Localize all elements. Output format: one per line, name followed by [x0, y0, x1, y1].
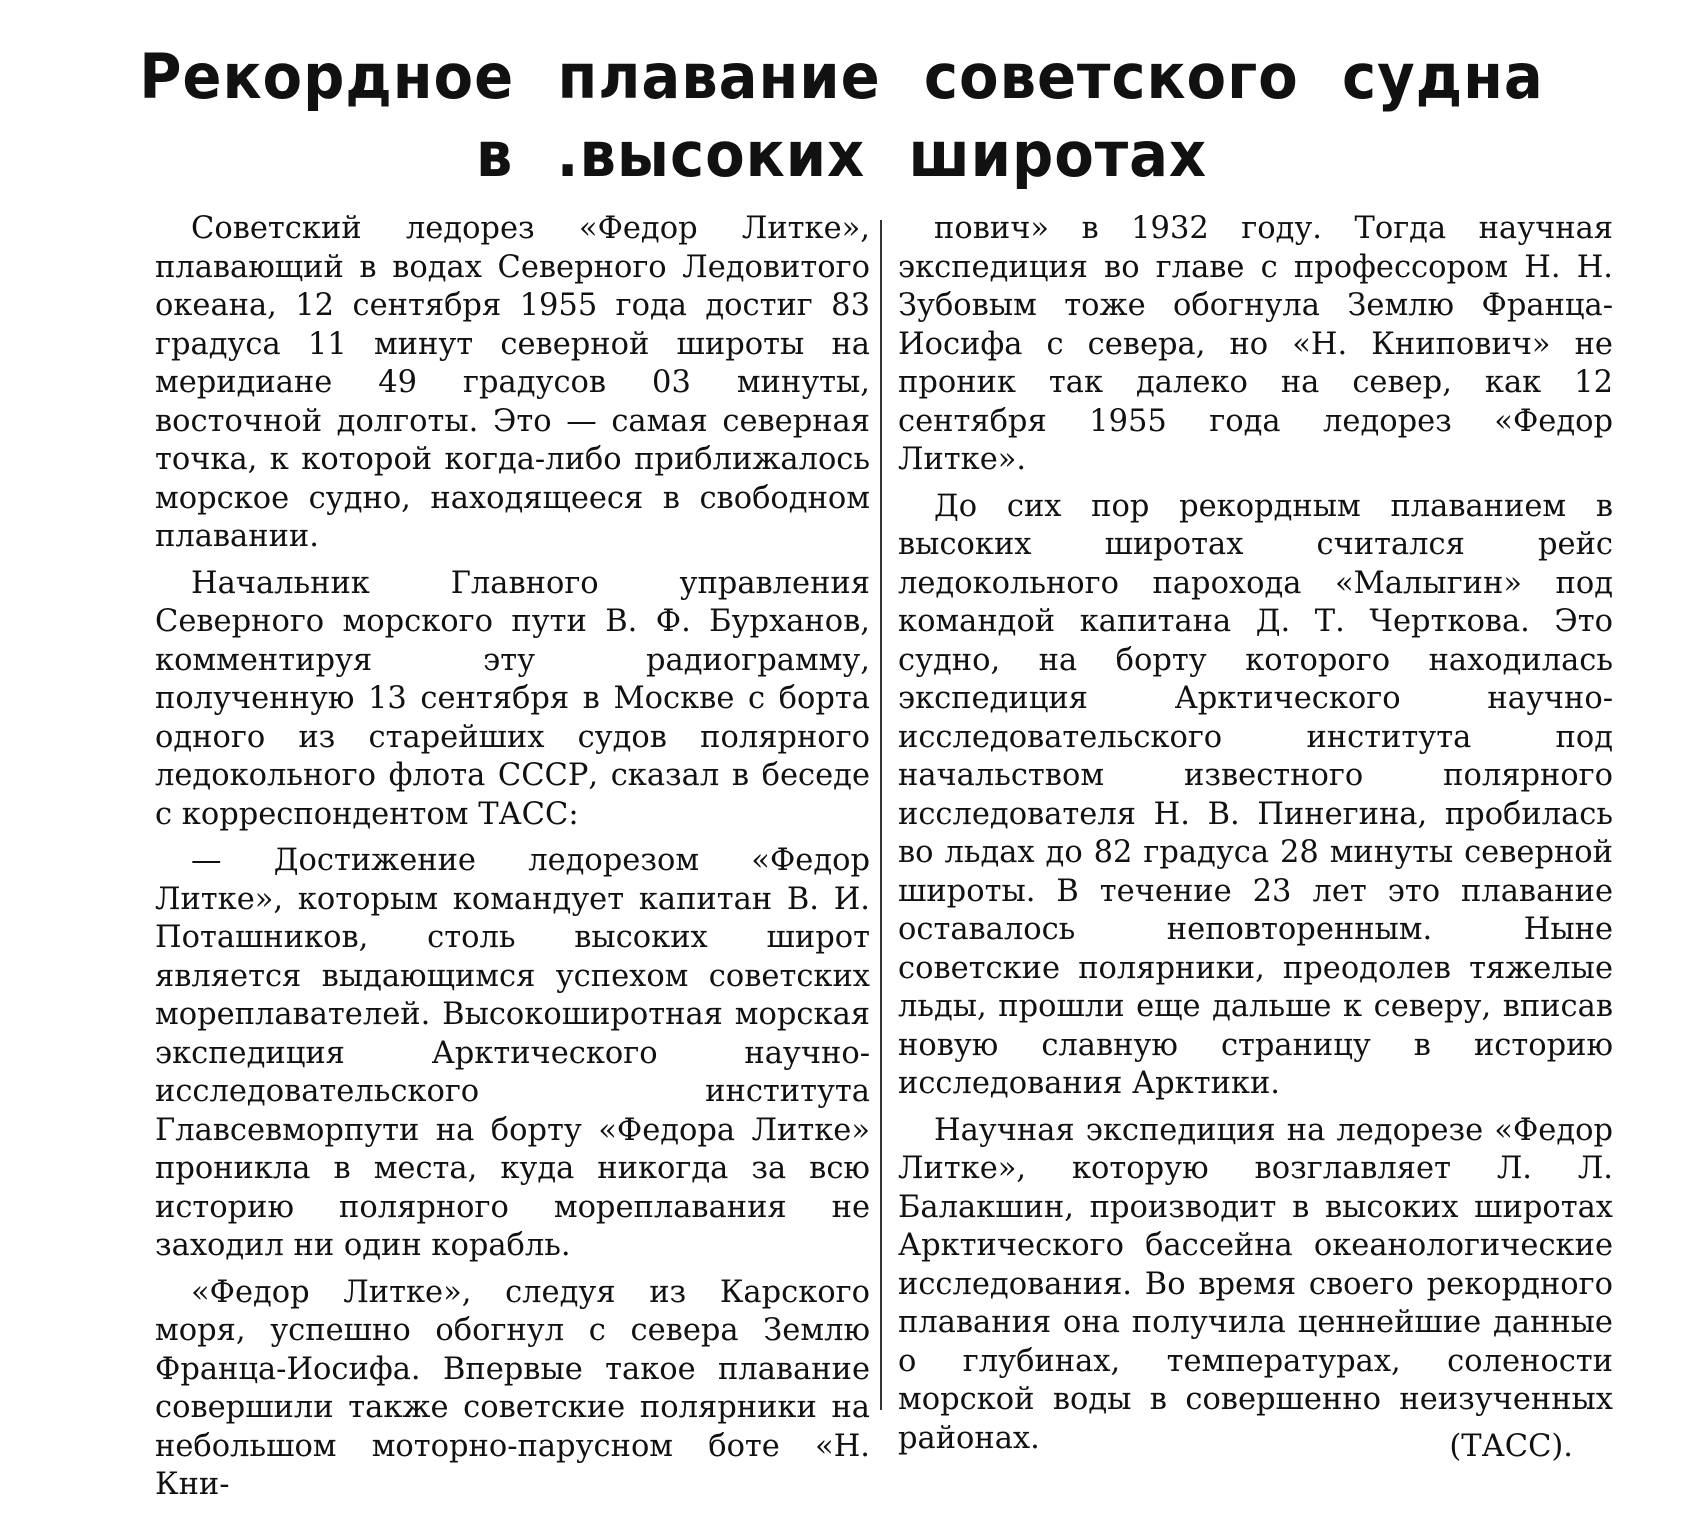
- source-signoff: (ТАСС).: [1449, 1429, 1573, 1464]
- article-headline: [59, 38, 1624, 194]
- paragraph: До сих пор рекордным плаванием в высоких широтах считался рейс ледокольного парохода «Малыгин» под командой капитана Д. Т. Черткова. Это судно, на борту которого находилась экспедиция Арктического научно-исследовательского института под начальством известного полярного исследователя Н. В. Пинегина, пробилась во льдах до 82 градуса 28 минуты северной широты. В течение 23 лет это плавание оставалось неповторенным. Ныне советские полярники, преодолев тяжелые льды, прошли еще дальше к северу, вписав новую славную страницу в историю исследования Арктики.: [898, 488, 1613, 1101]
- left-column: [155, 210, 870, 1513]
- paragraph: пович» в 1932 году. Тогда научная экспедиция во главе с профессором Н. Н. Зубовым тоже обогнула Землю Франца-Иосифа с севера, но «Н. Книпович» не проник так далеко на север, как 12 сентября 1955 года ледорез «Федор Литке».: [898, 211, 1613, 477]
- headline-line-2: в .высоких широтах: [475, 118, 1208, 191]
- column-divider: [880, 220, 882, 1410]
- paragraph: — Достижение ледорезом «Федор Литке», которым командует капитан В. И. Поташников, столь высоких широт является выдающимся успехом советских мореплавателей. Высокоширотная морская экспедиция Арктического научно-исследовательского института Главсевморпути на борту «Федора Литке» проникла в места, куда никогда за всю историю полярного мореплавания не заходил ни один корабль.: [155, 843, 870, 1263]
- paragraph: «Федор Литке», следуя из Карского моря, успешно обогнул с севера Землю Франца-Иосифа. Впервые такое плавание совершили также советские полярники на небольшом моторно-парусном боте «Н. Кни-: [155, 1274, 870, 1502]
- paragraph: Советский ледорез «Федор Литке», плавающий в водах Северного Ледовитого океана, 12 сентября 1955 года достиг 83 градуса 11 минут северной широты на меридиане 49 градусов 03 минуты, восточной долготы. Это — самая северная точка, к которой когда-либо приближалось морское судно, находящееся в свободном плавании.: [155, 211, 870, 554]
- paragraph: Начальник Главного управления Северного морского пути В. Ф. Бурханов, комментируя эту радиограмму, полученную 13 сентября в Москве с борта одного из старейших судов полярного ледокольного флота СССР, сказал в беседе с корреспондентом ТАСС:: [155, 565, 870, 832]
- headline-line-1: Рекордное плавание советского судна: [139, 40, 1544, 113]
- right-column: [898, 210, 1613, 1467]
- paragraph: Научная экспедиция на ледорезе «Федор Литке», которую возглавляет Л. Л. Балакшин, производит в высоких широтах Арктического бассейна океанологические исследования. Во время своего рекордного плавания она получила ценнейшие данные о глубинах, температурах, солености морской воды в совершенно неизученных районах.: [898, 1112, 1613, 1456]
